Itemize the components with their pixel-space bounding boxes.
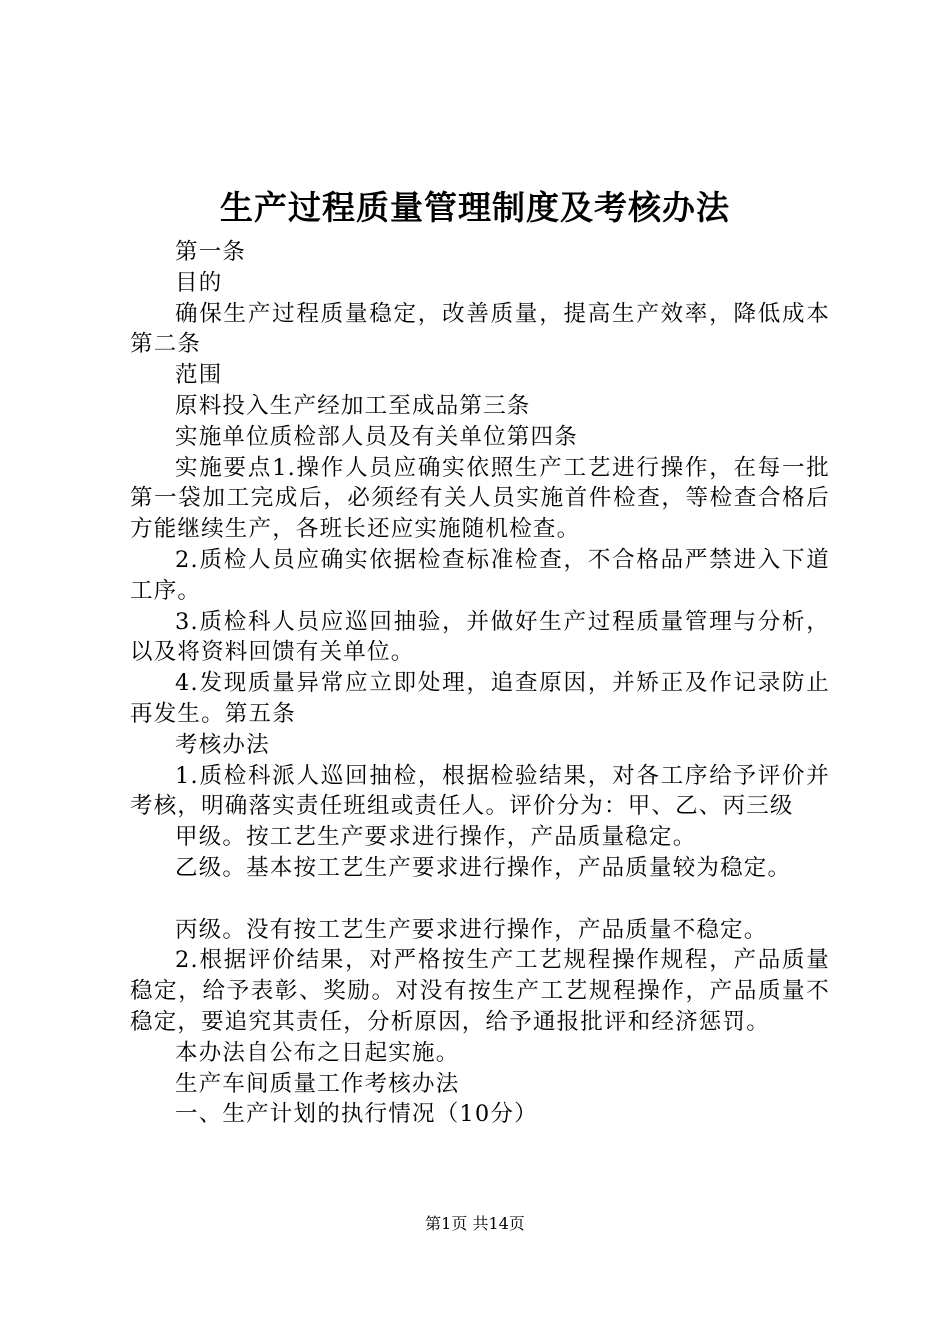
paragraph: 第一条 [175, 239, 247, 265]
paragraph: 一、生产计划的执行情况（10分） [175, 1101, 538, 1128]
page-footer: 第1页 共14页 [425, 1214, 525, 1233]
paragraph: 实施单位质检部人员及有关单位第四条 [175, 423, 578, 450]
paragraph: 2.质检人员应确实依据检查标准检查，不合格品严禁进入下道工序。 [130, 546, 830, 604]
paragraph: 甲级。按工艺生产要求进行操作，产品质量稳定。 [175, 824, 697, 851]
document-body [130, 237, 830, 1130]
paragraph: 目的 [175, 269, 223, 296]
paragraph: 4.发现质量异常应立即处理，追查原因，并矫正及作记录防止再发生。第五条 [130, 670, 830, 727]
paragraph: 乙级。基本按工艺生产要求进行操作，产品质量较为稳定。 [175, 854, 792, 881]
paragraph: 确保生产过程质量稳定，改善质量，提高生产效率，降低成本第二条 [130, 300, 830, 358]
paragraph: 丙级。没有按工艺生产要求进行操作，产品质量不稳定。 [175, 916, 768, 943]
paragraph: 范围 [175, 362, 223, 389]
paragraph: 生产车间质量工作考核办法 [175, 1070, 460, 1097]
document-title: 生产过程质量管理制度及考核办法 [220, 188, 730, 227]
paragraph: 本办法自公布之日起实施。 [175, 1039, 460, 1066]
paragraph: 1.质检科派人巡回抽检，根据检验结果，对各工序给予评价并考核，明确落实责任班组或责任人。评价分为：甲、乙、丙三级 [130, 762, 830, 820]
paragraph: 3.质检科人员应巡回抽验，并做好生产过程质量管理与分析，以及将资料回馈有关单位。 [130, 608, 830, 666]
paragraph: 原料投入生产经加工至成品第三条 [175, 392, 531, 419]
paragraph: 2.根据评价结果，对严格按生产工艺规程操作规程，产品质量稳定，给予表彰、奖励。对没有按生产工艺规程操作，产品质量不稳定，要追究其责任，分析原因，给予通报批评和经济惩罚。 [130, 947, 830, 1035]
paragraph: 考核办法 [175, 731, 270, 758]
blank-line [130, 884, 830, 915]
paragraph: 实施要点1.操作人员应确实依照生产工艺进行操作，在每一批第一袋加工完成后，必须经有关人员实施首件检查，等检查合格后方能继续生产，各班长还应实施随机检查。 [130, 454, 830, 543]
